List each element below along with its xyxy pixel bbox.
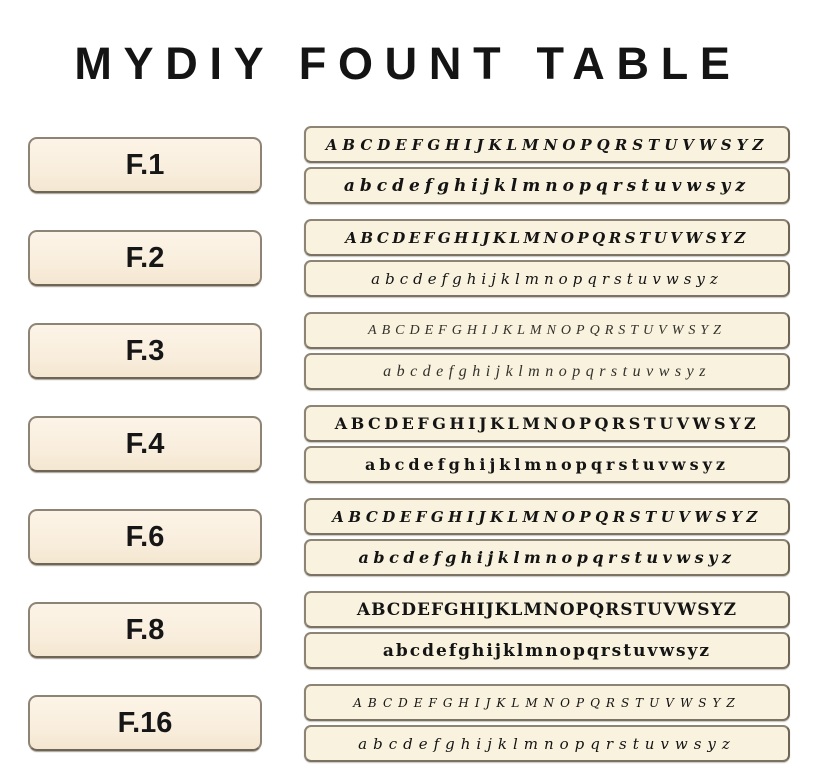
- sample-strips-f1: [304, 126, 790, 204]
- lowercase-sample-f4: [304, 446, 790, 483]
- uppercase-sample-f8: [304, 591, 790, 628]
- lowercase-sample-f1: [304, 167, 790, 204]
- font-row-f1: [0, 126, 816, 204]
- uppercase-sample-f6: [304, 498, 790, 535]
- lowercase-sample-f2: [304, 260, 790, 297]
- sample-strips-f16: [304, 684, 790, 762]
- lowercase-sample-f3: [304, 353, 790, 390]
- lowercase-letters: abcdefghijklmnopqrstuvwsyz: [371, 269, 723, 288]
- font-button-label: F.2: [125, 241, 165, 274]
- font-button-f3[interactable]: [28, 323, 262, 379]
- lowercase-letters: abcdefghijklmnopqrstuvwsyz: [358, 734, 736, 753]
- font-row-f6: [0, 498, 816, 576]
- uppercase-letters: ABCDEFGHIJKLMNOPQRSTUVWSYZ: [345, 228, 749, 247]
- font-button-f16[interactable]: [28, 695, 262, 751]
- font-button-label: F.1: [125, 148, 165, 181]
- font-button-label: F.3: [125, 334, 165, 367]
- sample-strips-f2: [304, 219, 790, 297]
- uppercase-letters: ABCDEFGHIJKLMNOPQRSTUVWSYZ: [334, 414, 760, 433]
- lowercase-letters: abcdefghijklmnopqrstuvwsyz: [343, 175, 751, 196]
- font-row-f16: [0, 684, 816, 762]
- uppercase-sample-f3: [304, 312, 790, 349]
- lowercase-sample-f8: [304, 632, 790, 669]
- font-button-f4[interactable]: [28, 416, 262, 472]
- font-button-f6[interactable]: [28, 509, 262, 565]
- page-title: MYDIY FOUNT TABLE: [74, 38, 742, 89]
- sample-strips-f4: [304, 405, 790, 483]
- lowercase-sample-f16: [304, 725, 790, 762]
- font-button-f8[interactable]: [28, 602, 262, 658]
- font-button-label: F.16: [117, 706, 173, 739]
- font-row-f3: [0, 312, 816, 390]
- uppercase-letters: ABCDEFGHIJKLMNOPQRSTUVWSYZ: [356, 599, 738, 620]
- font-button-f1[interactable]: [28, 137, 262, 193]
- uppercase-sample-f1: [304, 126, 790, 163]
- font-button-label: F.6: [125, 520, 165, 553]
- uppercase-letters: ABCDEFGHIJKLMNOPQRSTUVWSYZ: [332, 507, 762, 526]
- uppercase-sample-f4: [304, 405, 790, 442]
- uppercase-letters: ABCDEFGHIJKLMNOPQRSTUVWSYZ: [368, 322, 726, 338]
- sample-strips-f8: [304, 591, 790, 669]
- uppercase-letters: ABCDEFGHIJKLMNOPQRSTUVWSYZ: [353, 695, 741, 710]
- lowercase-sample-f6: [304, 539, 790, 576]
- uppercase-letters: ABCDEFGHIJKLMNOPQRSTUVWSYZ: [325, 135, 769, 154]
- uppercase-sample-f2: [304, 219, 790, 256]
- lowercase-letters: abcdefghijklmnopqrstuvwsyz: [365, 455, 729, 474]
- font-row-f4: [0, 405, 816, 483]
- font-button-f2[interactable]: [28, 230, 262, 286]
- font-rows: [0, 126, 816, 762]
- font-button-label: F.4: [125, 427, 165, 460]
- lowercase-letters: abcdefghijklmnopqrstuvwsyz: [382, 640, 712, 661]
- font-row-f2: [0, 219, 816, 297]
- sample-strips-f3: [304, 312, 790, 390]
- sample-strips-f6: [304, 498, 790, 576]
- uppercase-sample-f16: [304, 684, 790, 721]
- lowercase-letters: abcdefghijklmnopqrstuvwsyz: [358, 548, 736, 567]
- lowercase-letters: abcdefghijklmnopqrstuvwsyz: [383, 362, 711, 380]
- font-button-label: F.8: [125, 613, 165, 646]
- font-row-f8: [0, 591, 816, 669]
